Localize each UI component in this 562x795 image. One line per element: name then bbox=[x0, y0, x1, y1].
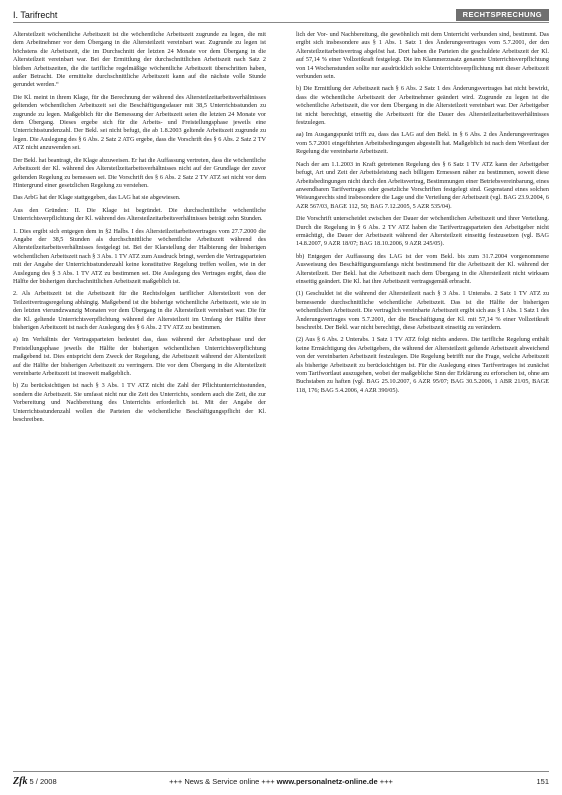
paragraph: b) Die Ermittlung der Arbeitszeit nach § 6 Abs. 2 Satz 1 des Änderungsvertrages hat nicht bewirkt, dass die wöchentliche Arbeitszeit der Arbeitnehmer geändert wird. Zugrunde zu legen ist die wöchentliche Arbeitszeit, die vor dem Übergang in die Altersteilzeit vereinbart war. Der Arbeitgeber ist nicht berechtigt, einseitig die Arbeitszeit für die Dauer des Altersteilzeitarbeitsverhältnisses festzulegen. bbox=[296, 85, 549, 127]
running-header bbox=[13, 9, 549, 21]
promo-suffix: +++ bbox=[379, 777, 393, 786]
footer-rule bbox=[13, 771, 549, 772]
paragraph: 2. Als Arbeitszeit ist die Arbeitszeit für die Rechtsfolgen tariflicher Altersteilzeit von der Teilzeitvertragsregelung abhängig. Maßgebend ist die bisherige wöchentliche Arbeitszeit, wie sie in den letzten vierundzwanzig Monaten vor dem Übergang in die Altersteilzeit vereinbart war. Die für die Kl. geltende Unterrichtsverpflichtung während der Altersteilzeit im Umfang der Hälfte ihrer bisherigen Arbeitszeit ist nach der Auslegung des § 6 Abs. 2 TV ATZ zu bestimmen. bbox=[13, 290, 266, 331]
paragraph: Die Vorschrift unterscheidet zwischen der Dauer der wöchentlichen Arbeitszeit und ihrer Verteilung. Durch die Regelung in § 6 Abs. 2 TV ATZ haben die Tarifvertragsparteien den Arbeitgeber nicht ermächtigt, die Dauer der Arbeitszeit während der Altersteilzeit einseitig festzusetzen (vgl. BAG 14.8.2007, 9 AZR 18/07; BAG 18.10.2006, 9 AZR 245/05). bbox=[296, 215, 549, 248]
paragraph: Das ArbG hat der Klage stattgegeben, das LAG hat sie abgewiesen. bbox=[13, 194, 181, 202]
paragraph: lich der Vor- und Nachbereitung, die gewöhnlich mit dem Unterricht verbunden sind, bestimmt. Das ergibt sich insbesondere aus § 1 Abs. 1 Satz 1 des Änderungsvertrages vom 5.7.2001, der den Altersteilzeitarbeitsvertrag abgelöst hat. Dort haben die Parteien die geschuldete Arbeitszeit der Kl. auf 57,14 % einer Vollzeitkraft festgelegt. Die im Klammerzusatz genannte Unterrichtsverpflichtung von 14 Wochenstunden sollte nur ausdrücklich solche Unterrichtsverpflichtung mit dieser Arbeitszeit verbunden sein. bbox=[296, 31, 549, 81]
paragraph: b) Zu berücksichtigen ist nach § 3 Abs. 1 TV ATZ nicht die Zahl der Pflichtunterrichtsstunden, sondern die Arbeitszeit. Sie umfasst nicht nur die Zeit des Unterrichts, sondern auch die Zeit, die zur Vorbereitung und Nachbereitung des Unterrichts erforderlich ist. Mit der Angabe der Unterrichtsstundenzahl wollen die Parteien die wöchentliche Beschäftigungspflicht der Kl. beschreiben. bbox=[13, 382, 266, 424]
page-number: 151 bbox=[536, 777, 549, 786]
paragraph: Altersteilzeit wöchentliche Arbeitszeit ist die wöchentliche Arbeitszeit zugrunde zu legen, die mit dem Arbeitnehmer vor dem Übergang in die Altersteilzeit vereinbart war. Zugrunde zu legen ist höchstens die Arbeitszeit, die im Durchschnitt der letzten 24 Monate vor dem Übergang in die Altersteilzeit vereinbart war. Bei der Ermittlung der durchschnittlichen Arbeitszeit nach Satz 2 bleiben Arbeitszeiten, die die tarifliche regelmäßige wöchentliche Arbeitszeit überschritten haben, außer Betracht. Die ermittelte durchschnittliche Arbeitszeit kann auf die nächste volle Stunde gerundet werden.“ bbox=[13, 31, 266, 89]
running-footer bbox=[13, 776, 549, 788]
section-title: I. Tarifrecht bbox=[13, 10, 58, 20]
rubric-badge: RECHTSPRECHUNG bbox=[456, 9, 549, 21]
paragraph: aa) Im Ausgangspunkt trifft zu, dass das LAG auf den Bekl. in § 6 Abs. 2 des Änderungsvertrages vom 5.7.2001 eingeführten Arbeitsbedingungen abgestellt hat. Maßgeblich ist nach dem Wortlaut der Regelung die vereinbarte Arbeitszeit. bbox=[296, 131, 549, 156]
paragraph: (1) Geschuldet ist die während der Altersteilzeit nach § 3 Abs. 1 Unterabs. 2 Satz 1 TV ATZ zu bemessende durchschnittliche wöchentliche Arbeitszeit. Das ist die Hälfte der bisherigen wöchentlichen Arbeitszeit. Die vertraglich vereinbarte Arbeitszeit ergibt sich aus § 1 Abs. 1 Satz 1 des Änderungsvertrages vom 5.7.2001, der die Beschäftigung der Kl. mit 57,14 % einer Vollzeitkraft beschreibt. Der Bekl. war nicht berechtigt, diese Arbeitszeit einseitig zu verändern. bbox=[296, 290, 549, 331]
promo-url-link[interactable]: www.personalnetz-online.de bbox=[276, 777, 378, 786]
issue-number: 5 / 2008 bbox=[29, 777, 57, 786]
paragraph: (2) Aus § 6 Abs. 2 Unterabs. 1 Satz 1 TV ATZ folgt nichts anderes. Die tarifliche Regelung enthält keine Ermächtigung des Arbeitgebers, die während der Altersteilzeit geltende Arbeitszeit abweichend von der vereinbarten Arbeitszeit festzulegen. Die Regelung betrifft nur die Frage, welche Arbeitszeit als bisherige Arbeitszeit zu berücksichtigen ist. Für die Auslegung eines Tarifvertrages ist zunächst vom Tarifwortlaut auszugehen, wobei der maßgebliche Sinn der Erklärung zu erforschen ist, ohne am Buchstaben zu haften (vgl. BAG 25.10.2007, 6 AZR 95/07; BAG 30.5.2006, 1 ABR 21/05, BAGE 118, 176; BAG 5.4.2006, 4 AZR 390/05). bbox=[296, 336, 549, 394]
paragraph: a) Im Verhältnis der Vertragsparteien bedeutet das, dass während der Arbeitsphase und der Freistellungsphase jeweils die Hälfte der bisherigen wöchentlichen Unterrichtsverpflichtung maßgebend ist. Dies entspricht dem Zweck der Regelung, die Arbeitszeit während der Altersteilzeit auf die Hälfte der bisherigen Arbeitszeit zu verringern. Die vor dem Übergang in die Altersteilzeit vereinbarte Arbeitszeit ist insoweit maßgeblich. bbox=[13, 336, 266, 378]
paragraph: bb) Entgegen der Auffassung des LAG ist der vom Bekl. bis zum 31.7.2004 vorgenommene Ausweisung des Beschäftigungsumfangs nicht bestimmend für die Arbeitszeit der Kl. während der Altersteilzeit. Der Bekl. hat die Arbeitszeit nach dem Übergang in die Altersteilzeit nicht wirksam einseitig geändert. Die Kl. hat ihre Arbeitszeit vertragsgemäß erbracht. bbox=[296, 252, 549, 285]
journal-logo: Zfk bbox=[13, 776, 28, 787]
promo-line bbox=[13, 776, 549, 788]
left-column bbox=[13, 31, 266, 766]
paragraph: Aus den Gründen: II. Die Klage ist begründet. Die durchschnittliche wöchentliche Unterrichtsverpflichtung der Kl. während des Altersteilzeitarbeitsverhältnisses beträgt zehn Stunden. bbox=[13, 206, 266, 223]
paragraph: Der Bekl. hat beantragt, die Klage abzuweisen. Er hat die Auffassung vertreten, dass die wöchentliche Arbeitszeit der Kl. während des Altersteilzeitarbeitsverhältnisses nicht auf der Grundlage der zuvor geltenden Regelung zu bemessen sei. Die Vorschrift des § 6 Abs. 2 Satz 2 TV ATZ sei nicht vor dem Hintergrund einer gesetzlichen Regelung zu verstehen. bbox=[13, 156, 266, 189]
paragraph: Die Kl. meint in ihrem Klage, für die Berechnung der während des Altersteilzeitarbeitsverhältnisses geltenden wöchentlichen Arbeitszeit sei die Beschäftigungsdauer mit 38,5 Unterrichtsstunden zu zugrunde zu legen. Maßgeblich für die Bemessung der Arbeitszeit seien die letzten 24 Monate vor dem Übergang. Dieses ergebe sich für die Arbeits- und Freistellungsphase jeweils eine Unterrichtsstundenzahl. Der Bekl. sei nicht befugt, die ab 1.8.2003 geltende Arbeitszeit zugrunde zu legen. Die Auslegung des § 6 Abs. 2 Satz 2 ATG ergebe, dass die Vorschrift des § 6 Abs. 2 Satz 2 TV ATZ nicht anzuwenden sei. bbox=[13, 93, 266, 152]
paragraph: Nach der am 1.1.2003 in Kraft getretenen Regelung des § 6 Satz 1 TV ATZ kann der Arbeitgeber befugt, Art und Zeit der Arbeitsleistung nach billigem Ermessen näher zu bestimmen, soweit diese Arbeitsbedingungen nicht durch den Arbeitsvertrag, Bestimmungen einer Betriebsvereinbarung, eines anwendbaren Tarifvertrages oder gesetzliche Vorschriften festgelegt sind. Gegenstand eines solchen Weisungsrechts sind insbesondere die Lage und die Verteilung der Arbeitszeit (vgl. BAG 23.9.2004, 6 AZR 567/03, BAGE 112, 50; BAG 7.12.2005, 5 AZR 535/04). bbox=[296, 160, 549, 210]
header-rule bbox=[13, 22, 549, 23]
paragraph: 1. Dies ergibt sich entgegen dem in §2 Halbs. I des Altersteilzeitarbeitsvertrages vom 27.7.2000 die Angabe der 38,5 Stunden als durchschnittliche wöchentliche Arbeitszeit während des Altersteilzeitarbeitsverhältnisses festgelegt ist. Bei der Klarstellung der Halbierung der bisherigen wöchentlichen Arbeitszeit nach § 3 Abs. 1 TV ATZ zum Ausdruck bringt, werden die Vertragsparteien mit der Angabe der Unterrichtsstundenzahl keine konstitutive Regelung treffen wollen, wie in der Auslegung des § 3 Abs. 1 TV ATZ zu bestimmen sei. Die Auslegung des Vertrages ergibt, dass die Hälfte der bisherigen durchschnittlichen Arbeitszeit maßgeblich ist. bbox=[13, 227, 266, 285]
right-column bbox=[296, 31, 549, 766]
promo-prefix: +++ News & Service online +++ bbox=[169, 777, 275, 786]
